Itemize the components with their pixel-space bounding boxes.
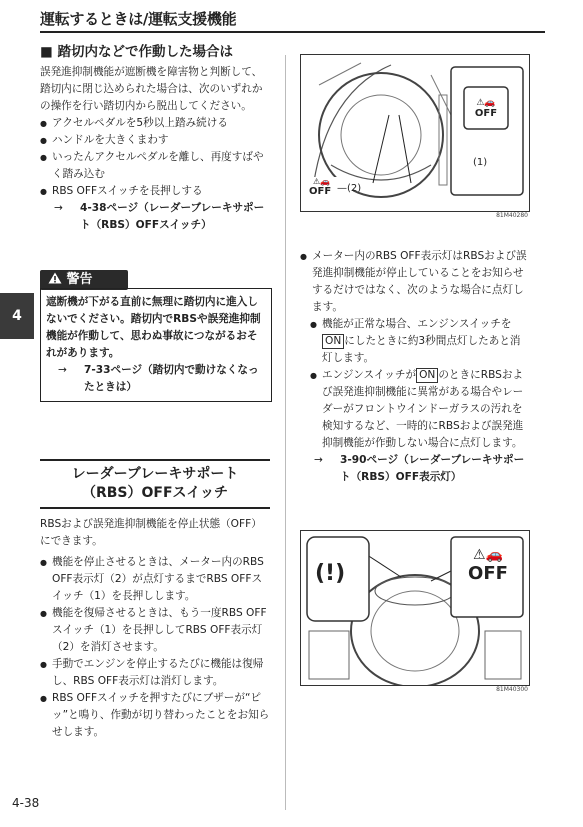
text-part: のときにRBSおよび誤発進抑制機能に異常がある場合やレーダーがフロントウインドーガラスの汚れを検知するなど、一時的にRBSおよび誤発進抑制機能が作動しない場合に点灯します。 xyxy=(322,369,524,449)
list-item: ● 機能を復帰させるときは、もう一度RBS OFFスイッチ（1）を長押ししてRBS OFF表示灯（2）を消灯させます。 xyxy=(40,605,270,656)
text-part: にしたときに約3秒間点灯したあと消灯します。 xyxy=(322,335,521,364)
section-title: レーダーブレーキサポート（RBS）OFFスイッチ xyxy=(71,466,239,501)
page-reference xyxy=(46,362,268,396)
car-collision-icon: ⚠🚗 xyxy=(476,98,496,108)
list-item: ● 機能を停止させるときは、メーター内のRBS OFF表示灯（2）が点灯するまでRBS OFFスイッチ（1）を長押しします。 xyxy=(40,554,270,605)
chapter-tab: 4 xyxy=(0,293,34,339)
car-collision-icon: ⚠🚗 xyxy=(313,177,331,186)
indicator-explanation xyxy=(300,248,530,486)
page-number: 4-38 xyxy=(12,796,40,810)
callout-1: (1) xyxy=(473,157,488,168)
indicator-off-text: OFF xyxy=(468,563,508,584)
list-item: ● ハンドルを大きくまわす xyxy=(40,132,270,149)
reference-text: 4-38ページ（レーダーブレーキサポート（RBS）OFFスイッチ） xyxy=(80,202,265,231)
arrow-icon: → xyxy=(58,364,67,376)
text-part: 機能が正常な場合、エンジンスイッチを xyxy=(322,318,512,330)
warning-content xyxy=(46,294,268,396)
switch-off-text: OFF xyxy=(474,108,498,119)
warning-text: 遮断機が下がる直前に無理に踏切内に進入しないでください。踏切内でRBSや誤発進抑制機能が作動して、思わぬ事故につながるおそれがあります。 xyxy=(46,296,261,359)
text-part: エンジンスイッチが xyxy=(322,369,417,381)
page-header-title: 運転するときは/運転支援機能 xyxy=(40,10,237,28)
section-intro: RBSおよび誤発進抑制機能を停止状態（OFF）にできます。 xyxy=(40,518,262,547)
figure-caption: 81M40280 xyxy=(496,212,528,219)
list-item: ● メーター内のRBS OFF表示灯はRBSおよび誤発進抑制機能が停止していることをお知らせするだけではなく、次のような場合に点灯します。 xyxy=(300,248,530,316)
list-item: ● いったんアクセルペダルを離し、再度すばやく踏み込む xyxy=(40,149,270,183)
arrow-icon: → xyxy=(54,202,63,214)
figure-caption: 81M40300 xyxy=(496,686,528,693)
list-item: ● アクセルペダルを5秒以上踏み続ける xyxy=(40,115,270,132)
on-position-box: ON xyxy=(416,368,438,383)
warning-label-text: 警告 xyxy=(66,272,93,287)
rbs-off-indicator xyxy=(459,547,517,585)
warning-triangle-icon xyxy=(48,272,67,287)
warning-label xyxy=(40,270,128,290)
callout-2: —(2) xyxy=(337,183,362,194)
figure-meter-indicator xyxy=(300,530,530,686)
sub-list-item xyxy=(300,316,530,367)
section-rbs-off-switch xyxy=(40,516,270,741)
brake-warning-icon: (!) xyxy=(315,561,346,586)
page-reference xyxy=(40,200,270,234)
car-collision-icon: ⚠🚗 xyxy=(473,547,503,563)
list-item: ● RBS OFFスイッチを長押しする xyxy=(40,183,270,200)
column-divider xyxy=(285,55,286,810)
reference-text: 7-33ページ（踏切内で動けなくなったときは） xyxy=(84,364,259,393)
header-rule xyxy=(40,31,545,33)
list-item: ● RBS OFFスイッチを押すたびにブザーが“ピッ”と鳴り、作動が切り替わったことをお知らせします。 xyxy=(40,690,270,741)
on-position-box: ON xyxy=(322,334,344,349)
section-railroad-crossing xyxy=(40,44,270,234)
page-reference xyxy=(300,452,530,486)
section-title: ■ 踏切内などで作動した場合は xyxy=(40,44,233,60)
indicator-off-text: OFF xyxy=(309,186,332,197)
reference-text: 3-90ページ（レーダーブレーキサポート（RBS）OFF表示灯） xyxy=(340,454,525,483)
arrow-icon: → xyxy=(314,454,323,466)
sub-list-item xyxy=(300,367,530,452)
section-intro: 誤発進抑制機能が遮断機を障害物と判断して、踏切内に閉じ込められた場合は、次のいずれかの操作を行い踏切内から脱出してください。 xyxy=(40,66,263,112)
figure-dashboard-switch xyxy=(300,54,530,212)
rbs-off-switch xyxy=(471,99,501,120)
section-title-box xyxy=(40,459,270,509)
list-item: ● 手動でエンジンを停止するたびに機能は復帰し、RBS OFF表示灯は消灯します。 xyxy=(40,656,270,690)
